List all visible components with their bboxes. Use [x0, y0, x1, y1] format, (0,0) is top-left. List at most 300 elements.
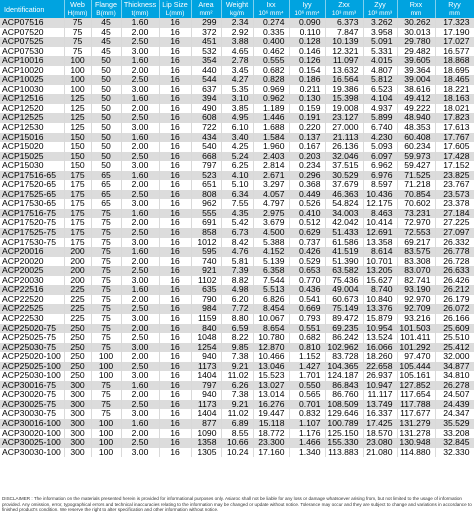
- table-cell: 16: [159, 104, 191, 114]
- table-cell: 6.373: [325, 18, 363, 28]
- table-cell: 15.627: [363, 276, 397, 286]
- identification-cell: ACP17516-65: [0, 171, 64, 181]
- table-cell: 0.296: [289, 171, 325, 181]
- table-cell: 17.027: [435, 37, 474, 47]
- table-cell: 19.447: [253, 409, 289, 419]
- table-cell: 4.76: [221, 247, 253, 257]
- table-cell: 3.00: [121, 47, 159, 57]
- table-body: [0, 18, 474, 457]
- table-cell: 51.390: [325, 257, 363, 267]
- table-cell: 1305: [191, 448, 221, 458]
- table-row: [0, 266, 474, 276]
- table-cell: 2.50: [121, 362, 159, 372]
- column-header-unit: 10⁶ mm⁴: [294, 10, 320, 17]
- table-cell: 45: [91, 18, 121, 28]
- table-cell: 34.877: [435, 362, 474, 372]
- table-cell: 1254: [191, 343, 221, 353]
- identification-cell: ACP30020-100: [0, 429, 64, 439]
- table-cell: 1.152: [289, 352, 325, 362]
- table-cell: 3.00: [121, 85, 159, 95]
- column-header-label: Identification: [4, 4, 45, 14]
- table-cell: 16: [159, 199, 191, 209]
- table-cell: 75: [91, 238, 121, 248]
- table-cell: 13.524: [363, 333, 397, 343]
- identification-cell: ACP25025-75: [0, 333, 64, 343]
- identification-cell: ACP10020: [0, 66, 64, 76]
- table-cell: 16: [159, 400, 191, 410]
- table-cell: 16: [159, 276, 191, 286]
- table-cell: 5.091: [363, 37, 397, 47]
- table-cell: 16: [159, 257, 191, 267]
- table-cell: 16: [159, 295, 191, 305]
- table-cell: 434: [191, 133, 221, 143]
- table-cell: 75: [91, 276, 121, 286]
- table-cell: 921: [191, 266, 221, 276]
- table-cell: 0.526: [289, 199, 325, 209]
- table-cell: 4.015: [363, 56, 397, 66]
- table-cell: 37.679: [325, 180, 363, 190]
- table-cell: 25.412: [435, 343, 474, 353]
- column-header: [121, 0, 159, 18]
- table-cell: 15.118: [253, 419, 289, 429]
- table-cell: 175: [64, 199, 91, 209]
- table-cell: 50: [91, 75, 121, 85]
- table-cell: 175: [64, 190, 91, 200]
- table-cell: 75: [64, 47, 91, 57]
- identification-cell: ACP10030: [0, 85, 64, 95]
- column-header-label: Iyy: [302, 0, 312, 9]
- identification-cell: ACP22520: [0, 295, 64, 305]
- identification-cell: ACP10016: [0, 56, 64, 66]
- table-cell: 15.879: [363, 314, 397, 324]
- table-cell: 8.597: [363, 180, 397, 190]
- table-cell: 1358: [191, 438, 221, 448]
- table-cell: 16: [159, 228, 191, 238]
- table-cell: 16: [159, 390, 191, 400]
- table-cell: 75: [91, 381, 121, 391]
- table-cell: 0.810: [289, 343, 325, 353]
- table-cell: 3.85: [221, 104, 253, 114]
- table-cell: 2.50: [121, 400, 159, 410]
- table-cell: 3.679: [253, 218, 289, 228]
- table-cell: 75: [91, 218, 121, 228]
- identification-cell: ACP15016: [0, 133, 64, 143]
- table-cell: 3.958: [363, 28, 397, 38]
- table-cell: 940: [191, 390, 221, 400]
- table-cell: 50: [91, 152, 121, 162]
- table-row: [0, 152, 474, 162]
- table-cell: 8.463: [363, 209, 397, 219]
- table-cell: 16.276: [253, 400, 289, 410]
- table-cell: 34.810: [435, 371, 474, 381]
- identification-cell: ACP15025: [0, 152, 64, 162]
- table-cell: 101.503: [397, 324, 435, 334]
- table-cell: 50: [91, 85, 121, 95]
- table-cell: 39.364: [397, 66, 435, 76]
- table-cell: 16: [159, 343, 191, 353]
- table-cell: 42.042: [325, 218, 363, 228]
- table-cell: 26.332: [435, 238, 474, 248]
- table-cell: 0.653: [289, 266, 325, 276]
- table-cell: 4.230: [363, 133, 397, 143]
- identification-cell: ACP07525: [0, 37, 64, 47]
- table-cell: 73.231: [397, 209, 435, 219]
- table-cell: 16: [159, 66, 191, 76]
- table-cell: 32.046: [325, 152, 363, 162]
- column-header: [435, 0, 474, 18]
- column-header-label: Thickness: [123, 0, 157, 9]
- table-cell: 3.40: [221, 133, 253, 143]
- table-cell: 8.42: [221, 238, 253, 248]
- table-cell: 27.184: [435, 209, 474, 219]
- table-cell: 651: [191, 180, 221, 190]
- table-cell: 16: [159, 304, 191, 314]
- table-cell: 16: [159, 285, 191, 295]
- table-cell: 5.81: [221, 257, 253, 267]
- table-cell: 6.73: [221, 228, 253, 238]
- table-cell: 10.466: [253, 352, 289, 362]
- column-header-unit: L(mm): [165, 10, 185, 17]
- table-row: [0, 257, 474, 267]
- table-cell: 250: [64, 352, 91, 362]
- table-cell: 155.330: [325, 438, 363, 448]
- table-row: [0, 400, 474, 410]
- table-cell: 0.274: [253, 18, 289, 28]
- table-cell: 100: [64, 66, 91, 76]
- table-cell: 17.323: [435, 18, 474, 28]
- table-cell: 797: [191, 381, 221, 391]
- table-cell: 24.439: [435, 400, 474, 410]
- table-cell: 2.00: [121, 324, 159, 334]
- identification-cell: ACP30025-75: [0, 400, 64, 410]
- table-cell: 300: [64, 438, 91, 448]
- table-cell: 0.682: [289, 333, 325, 343]
- table-cell: 2.50: [121, 228, 159, 238]
- table-cell: 82.741: [397, 276, 435, 286]
- table-cell: 150: [64, 133, 91, 143]
- identification-cell: ACP12525: [0, 113, 64, 123]
- table-cell: 26.212: [435, 285, 474, 295]
- table-cell: 131.279: [397, 419, 435, 429]
- table-cell: 2.34: [221, 18, 253, 28]
- table-cell: 1.176: [289, 429, 325, 439]
- table-cell: 50: [91, 123, 121, 133]
- table-cell: 70.854: [397, 190, 435, 200]
- table-cell: 26.633: [435, 266, 474, 276]
- table-cell: 0.191: [289, 113, 325, 123]
- table-cell: 18.163: [435, 94, 474, 104]
- table-cell: 1.688: [253, 123, 289, 133]
- table-cell: 86.843: [325, 381, 363, 391]
- table-cell: 16: [159, 152, 191, 162]
- table-row: [0, 362, 474, 372]
- identification-cell: ACP20020: [0, 257, 64, 267]
- table-cell: 108.509: [325, 400, 363, 410]
- column-header-label: Ryy: [448, 0, 461, 9]
- table-cell: 23.127: [325, 113, 363, 123]
- table-cell: 16: [159, 37, 191, 47]
- table-cell: 740: [191, 257, 221, 267]
- table-cell: 16: [159, 352, 191, 362]
- table-cell: 691: [191, 218, 221, 228]
- table-cell: 11.02: [221, 409, 253, 419]
- table-cell: 4.152: [253, 247, 289, 257]
- table-cell: 1.60: [121, 285, 159, 295]
- table-cell: 3.262: [363, 18, 397, 28]
- table-cell: 5.35: [221, 85, 253, 95]
- table-cell: 175: [64, 218, 91, 228]
- table-row: [0, 56, 474, 66]
- table-cell: 2.00: [121, 257, 159, 267]
- table-cell: 50: [91, 133, 121, 143]
- table-cell: 250: [64, 371, 91, 381]
- table-cell: 9.21: [221, 400, 253, 410]
- identification-cell: ACP10025: [0, 75, 64, 85]
- table-cell: 1048: [191, 333, 221, 343]
- table-cell: 49.222: [397, 104, 435, 114]
- table-header-row: [0, 0, 474, 18]
- column-header-unit: B(mm): [96, 10, 116, 17]
- table-cell: 0.090: [289, 18, 325, 28]
- table-row: [0, 161, 474, 171]
- table-cell: 1.189: [253, 104, 289, 114]
- table-cell: 1.466: [289, 438, 325, 448]
- table-cell: 18.570: [363, 429, 397, 439]
- table-cell: 1.60: [121, 419, 159, 429]
- table-cell: 10.840: [363, 295, 397, 305]
- table-cell: 1.60: [121, 18, 159, 28]
- table-cell: 75: [91, 247, 121, 257]
- table-row: [0, 75, 474, 85]
- table-cell: 75: [91, 285, 121, 295]
- table-cell: 5.513: [253, 285, 289, 295]
- table-cell: 984: [191, 304, 221, 314]
- table-cell: 0.551: [289, 324, 325, 334]
- table-cell: 17.767: [435, 133, 474, 143]
- column-header: [159, 0, 191, 18]
- table-cell: 17.425: [363, 419, 397, 429]
- table-cell: 101.411: [397, 333, 435, 343]
- table-cell: 200: [64, 247, 91, 257]
- table-cell: 38.616: [397, 85, 435, 95]
- table-cell: 23.825: [435, 171, 474, 181]
- table-cell: 2.975: [253, 209, 289, 219]
- table-cell: 2.50: [121, 113, 159, 123]
- table-cell: 0.130: [289, 94, 325, 104]
- table-row: [0, 190, 474, 200]
- table-cell: 1.340: [289, 448, 325, 458]
- table-cell: 1.60: [121, 133, 159, 143]
- table-cell: 75.149: [325, 304, 363, 314]
- table-row: [0, 47, 474, 57]
- table-row: [0, 218, 474, 228]
- table-cell: 300: [64, 390, 91, 400]
- column-header-unit: mm: [449, 10, 460, 17]
- table-cell: 125: [64, 113, 91, 123]
- table-cell: 0.410: [289, 209, 325, 219]
- table-cell: 3.00: [121, 314, 159, 324]
- table-cell: 17.190: [435, 28, 474, 38]
- table-row: [0, 171, 474, 181]
- table-cell: 23.080: [363, 438, 397, 448]
- table-cell: 18.221: [435, 85, 474, 95]
- table-row: [0, 324, 474, 334]
- table-cell: 125: [64, 94, 91, 104]
- table-cell: 1.701: [289, 371, 325, 381]
- table-cell: 26.179: [435, 295, 474, 305]
- column-header-label: Rxx: [409, 0, 423, 9]
- table-row: [0, 85, 474, 95]
- table-cell: 4.10: [221, 171, 253, 181]
- table-cell: 300: [64, 429, 91, 439]
- table-cell: 25.609: [435, 324, 474, 334]
- table-cell: 13.014: [253, 390, 289, 400]
- table-cell: 0.211: [289, 85, 325, 95]
- table-cell: 3.00: [121, 123, 159, 133]
- table-cell: 16: [159, 438, 191, 448]
- table-cell: 4.500: [253, 228, 289, 238]
- table-cell: 45: [91, 37, 121, 47]
- table-cell: 555: [191, 209, 221, 219]
- table-cell: 39.605: [397, 56, 435, 66]
- table-cell: 6.34: [221, 190, 253, 200]
- table-cell: 26.136: [325, 142, 363, 152]
- table-cell: 23.767: [435, 180, 474, 190]
- table-cell: 3.00: [121, 276, 159, 286]
- identification-cell: ACP25025-100: [0, 362, 64, 372]
- table-cell: 16: [159, 133, 191, 143]
- table-cell: 26.072: [435, 304, 474, 314]
- table-cell: 17.605: [435, 142, 474, 152]
- table-cell: 200: [64, 266, 91, 276]
- table-cell: 75.436: [325, 276, 363, 286]
- table-cell: 100.789: [325, 419, 363, 429]
- table-cell: 4.807: [363, 66, 397, 76]
- column-header-label: Flange: [95, 0, 117, 9]
- table-cell: 16: [159, 180, 191, 190]
- table-cell: 4.25: [221, 142, 253, 152]
- table-cell: 46.363: [325, 190, 363, 200]
- table-cell: 3.00: [121, 343, 159, 353]
- table-cell: 11.117: [363, 390, 397, 400]
- disclaimer-text: DISCLAIMER : The information on the materials presented herein is provided for informational purposes only. Asiaroc shall not be liable for any loss or damage whatsoever arising from, but not limited to the usage of information provided. Any omission, error, typographical errors and technical inaccuracies relating to the information may be changed or update without notice. Tolerance may occur and they are subject to change and variations in accordance to finished product's condition. We reserve the right to alter specification and other information without notice.: [2, 496, 472, 513]
- table-cell: 72.553: [397, 228, 435, 238]
- table-cell: 71.218: [397, 180, 435, 190]
- table-cell: 10.954: [363, 324, 397, 334]
- table-cell: 175: [64, 238, 91, 248]
- table-cell: 1.60: [121, 56, 159, 66]
- table-cell: 75: [64, 18, 91, 28]
- column-header-unit: kg/m: [229, 10, 245, 17]
- table-cell: 6.59: [221, 324, 253, 334]
- table-cell: 1173: [191, 362, 221, 372]
- table-cell: 26.778: [435, 247, 474, 257]
- table-cell: 125.150: [325, 429, 363, 439]
- table-cell: 3.10: [221, 94, 253, 104]
- table-cell: 3.00: [121, 238, 159, 248]
- table-cell: 8.22: [221, 333, 253, 343]
- table-cell: 5.42: [221, 218, 253, 228]
- table-cell: 30.013: [397, 28, 435, 38]
- table-row: [0, 228, 474, 238]
- table-cell: 150: [64, 161, 91, 171]
- table-row: [0, 285, 474, 295]
- identification-cell: ACP12530: [0, 123, 64, 133]
- table-cell: 4.797: [253, 199, 289, 209]
- table-cell: 490: [191, 104, 221, 114]
- table-cell: 75: [91, 314, 121, 324]
- table-cell: 27.000: [325, 123, 363, 133]
- table-cell: 11.02: [221, 371, 253, 381]
- table-cell: 0.137: [289, 133, 325, 143]
- identification-cell: ACP30020-75: [0, 390, 64, 400]
- table-cell: 18.695: [435, 66, 474, 76]
- identification-cell: ACP15020: [0, 142, 64, 152]
- table-cell: 0.512: [289, 218, 325, 228]
- identification-cell: ACP12516: [0, 94, 64, 104]
- table-row: [0, 238, 474, 248]
- table-cell: 97.470: [397, 352, 435, 362]
- table-cell: 13.027: [253, 381, 289, 391]
- table-cell: 2.50: [121, 333, 159, 343]
- table-cell: 635: [191, 285, 221, 295]
- table-cell: 16: [159, 94, 191, 104]
- table-cell: 8.454: [253, 304, 289, 314]
- table-cell: 17.428: [435, 152, 474, 162]
- table-cell: 0.462: [253, 47, 289, 57]
- table-cell: 2.00: [121, 28, 159, 38]
- table-cell: 2.00: [121, 180, 159, 190]
- table-cell: 18.868: [435, 56, 474, 66]
- table-cell: 440: [191, 66, 221, 76]
- table-cell: 7.38: [221, 352, 253, 362]
- table-cell: 6.26: [221, 381, 253, 391]
- table-cell: 130.948: [397, 438, 435, 448]
- column-header: [0, 0, 64, 18]
- identification-cell: ACP07516: [0, 18, 64, 28]
- table-cell: 75: [91, 295, 121, 305]
- table-cell: 877: [191, 419, 221, 429]
- table-cell: 75: [91, 266, 121, 276]
- column-header-label: Lip Size: [162, 0, 188, 9]
- table-cell: 3.297: [253, 180, 289, 190]
- table-cell: 70.602: [397, 199, 435, 209]
- table-cell: 0.565: [289, 390, 325, 400]
- table-cell: 12.175: [363, 199, 397, 209]
- table-cell: 1404: [191, 371, 221, 381]
- table-cell: 23.573: [435, 190, 474, 200]
- table-cell: 50: [91, 113, 121, 123]
- table-cell: 24.507: [435, 390, 474, 400]
- table-cell: 16: [159, 161, 191, 171]
- table-cell: 105.161: [397, 371, 435, 381]
- column-header: [221, 0, 253, 18]
- table-cell: 150: [64, 152, 91, 162]
- column-header-label: Zyy: [374, 0, 386, 9]
- table-cell: 105.444: [397, 362, 435, 372]
- table-cell: 4.057: [253, 190, 289, 200]
- table-row: [0, 209, 474, 219]
- table-cell: 27.097: [435, 228, 474, 238]
- table-cell: 0.220: [289, 123, 325, 133]
- table-cell: 175: [64, 171, 91, 181]
- table-cell: 75: [91, 228, 121, 238]
- table-row: [0, 18, 474, 28]
- table-cell: 16.577: [435, 47, 474, 57]
- table-cell: 0.541: [289, 295, 325, 305]
- table-cell: 3.00: [121, 371, 159, 381]
- table-cell: 8.654: [253, 324, 289, 334]
